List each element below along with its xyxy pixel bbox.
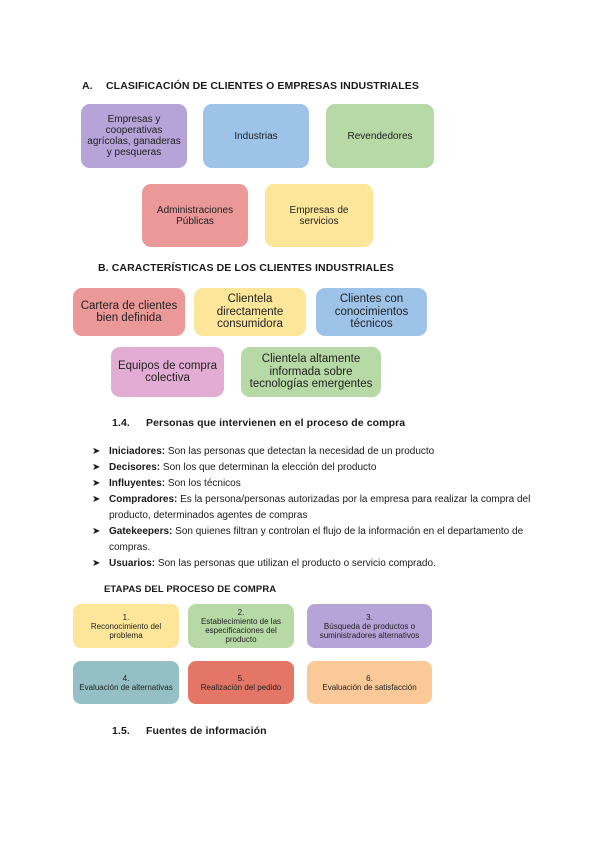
stage-number: 1. bbox=[122, 612, 130, 622]
list-term: Influyentes: bbox=[109, 478, 166, 489]
stage-2 bbox=[188, 604, 294, 648]
box-label: Empresas y cooperativas agrícolas, ganaderas y pesqueras bbox=[87, 114, 181, 158]
list-term: Decisores: bbox=[109, 462, 161, 473]
list-term: Gatekeepers: bbox=[109, 526, 173, 537]
arrow-bullet-icon: ➤ bbox=[92, 478, 101, 489]
stage-number: 2. bbox=[237, 608, 245, 617]
list-item bbox=[92, 460, 552, 476]
box-label: Clientela directamente consumidora bbox=[216, 293, 284, 331]
list-term: Iniciadores: bbox=[109, 446, 166, 457]
arrow-bullet-icon: ➤ bbox=[92, 462, 101, 473]
stage-label: Realización del pedido bbox=[200, 682, 282, 692]
box-industrias bbox=[203, 104, 309, 168]
stage-1 bbox=[73, 604, 179, 648]
section-15-title: Fuentes de información bbox=[146, 725, 267, 737]
box-label: Clientes con conocimientos técnicos bbox=[334, 293, 409, 331]
section-a-title: CLASIFICACIÓN DE CLIENTES O EMPRESAS INDUSTRIALES bbox=[106, 80, 419, 92]
list-text: Son los que determinan la elección del producto bbox=[160, 462, 377, 473]
list-text: Es la persona/personas autorizadas por la empresa para realizar la compra del producto, determinados agentes de compras bbox=[109, 494, 531, 521]
stage-label: Reconocimiento del problema bbox=[90, 621, 162, 640]
list-text: Son las personas que detectan la necesidad de un producto bbox=[165, 446, 435, 457]
stage-label: Búsqueda de productos o suministradores alternativos bbox=[319, 621, 420, 640]
box-equipos-compra bbox=[111, 347, 224, 397]
arrow-bullet-icon: ➤ bbox=[92, 526, 101, 537]
box-label: Empresas de servicios bbox=[289, 204, 349, 227]
list-item bbox=[92, 556, 552, 572]
box-clientela-consumidora bbox=[194, 288, 306, 336]
box-label: Revendedores bbox=[347, 130, 413, 142]
list-term: Compradores: bbox=[109, 494, 178, 505]
stage-number: 6. bbox=[366, 673, 373, 683]
box-cartera-clientes bbox=[73, 288, 185, 336]
box-empresas-cooperativas bbox=[81, 104, 187, 168]
list-item bbox=[92, 524, 552, 556]
list-item bbox=[92, 476, 552, 492]
stage-label: Evaluación de alternativas bbox=[79, 682, 173, 692]
list-term: Usuarios: bbox=[109, 558, 156, 569]
section-14-heading bbox=[112, 417, 405, 429]
box-label: Industrias bbox=[234, 130, 278, 142]
section-14-title: Personas que intervienen en el proceso de compra bbox=[146, 417, 406, 429]
stage-4 bbox=[73, 661, 179, 704]
participants-list bbox=[92, 444, 552, 572]
stage-number: 4. bbox=[122, 673, 130, 683]
section-a-letter: A. bbox=[82, 80, 93, 92]
stage-label: Establecimiento de las especificaciones del producto bbox=[200, 617, 282, 644]
box-revendedores bbox=[326, 104, 434, 168]
section-14-number: 1.4. bbox=[112, 417, 130, 429]
stage-6 bbox=[307, 661, 432, 704]
list-text: Son quienes filtran y controlan el flujo de la información en el departamento de compras. bbox=[109, 526, 524, 553]
section-15-heading bbox=[112, 725, 267, 737]
box-label: Equipos de compra colectiva bbox=[117, 359, 218, 384]
section-b-heading: B. CARACTERÍSTICAS DE LOS CLIENTES INDUSTRIALES bbox=[98, 262, 394, 274]
arrow-bullet-icon: ➤ bbox=[92, 494, 101, 505]
stage-label: Evaluación de satisfacción bbox=[322, 682, 417, 692]
stages-heading: ETAPAS DEL PROCESO DE COMPRA bbox=[104, 584, 277, 595]
box-empresas-servicios bbox=[265, 184, 373, 247]
stage-number: 3. bbox=[366, 612, 373, 622]
box-label: Cartera de clientes bien definida bbox=[80, 299, 178, 324]
box-label: Clientela altamente informada sobre tecnologías emergentes bbox=[249, 353, 373, 391]
stage-5 bbox=[188, 661, 294, 704]
section-a-heading bbox=[82, 80, 419, 92]
stage-3 bbox=[307, 604, 432, 648]
list-item bbox=[92, 492, 552, 524]
box-clientes-conocimientos bbox=[316, 288, 427, 336]
list-text: Son las personas que utilizan el producto o servicio comprado. bbox=[155, 558, 436, 569]
box-label: Administraciones Públicas bbox=[156, 204, 234, 227]
list-item bbox=[92, 444, 552, 460]
section-15-number: 1.5. bbox=[112, 725, 130, 737]
stage-number: 5. bbox=[237, 673, 245, 683]
arrow-bullet-icon: ➤ bbox=[92, 446, 101, 457]
box-administraciones-publicas bbox=[142, 184, 248, 247]
arrow-bullet-icon: ➤ bbox=[92, 558, 101, 569]
box-clientela-informada bbox=[241, 347, 381, 397]
list-text: Son los técnicos bbox=[165, 478, 241, 489]
